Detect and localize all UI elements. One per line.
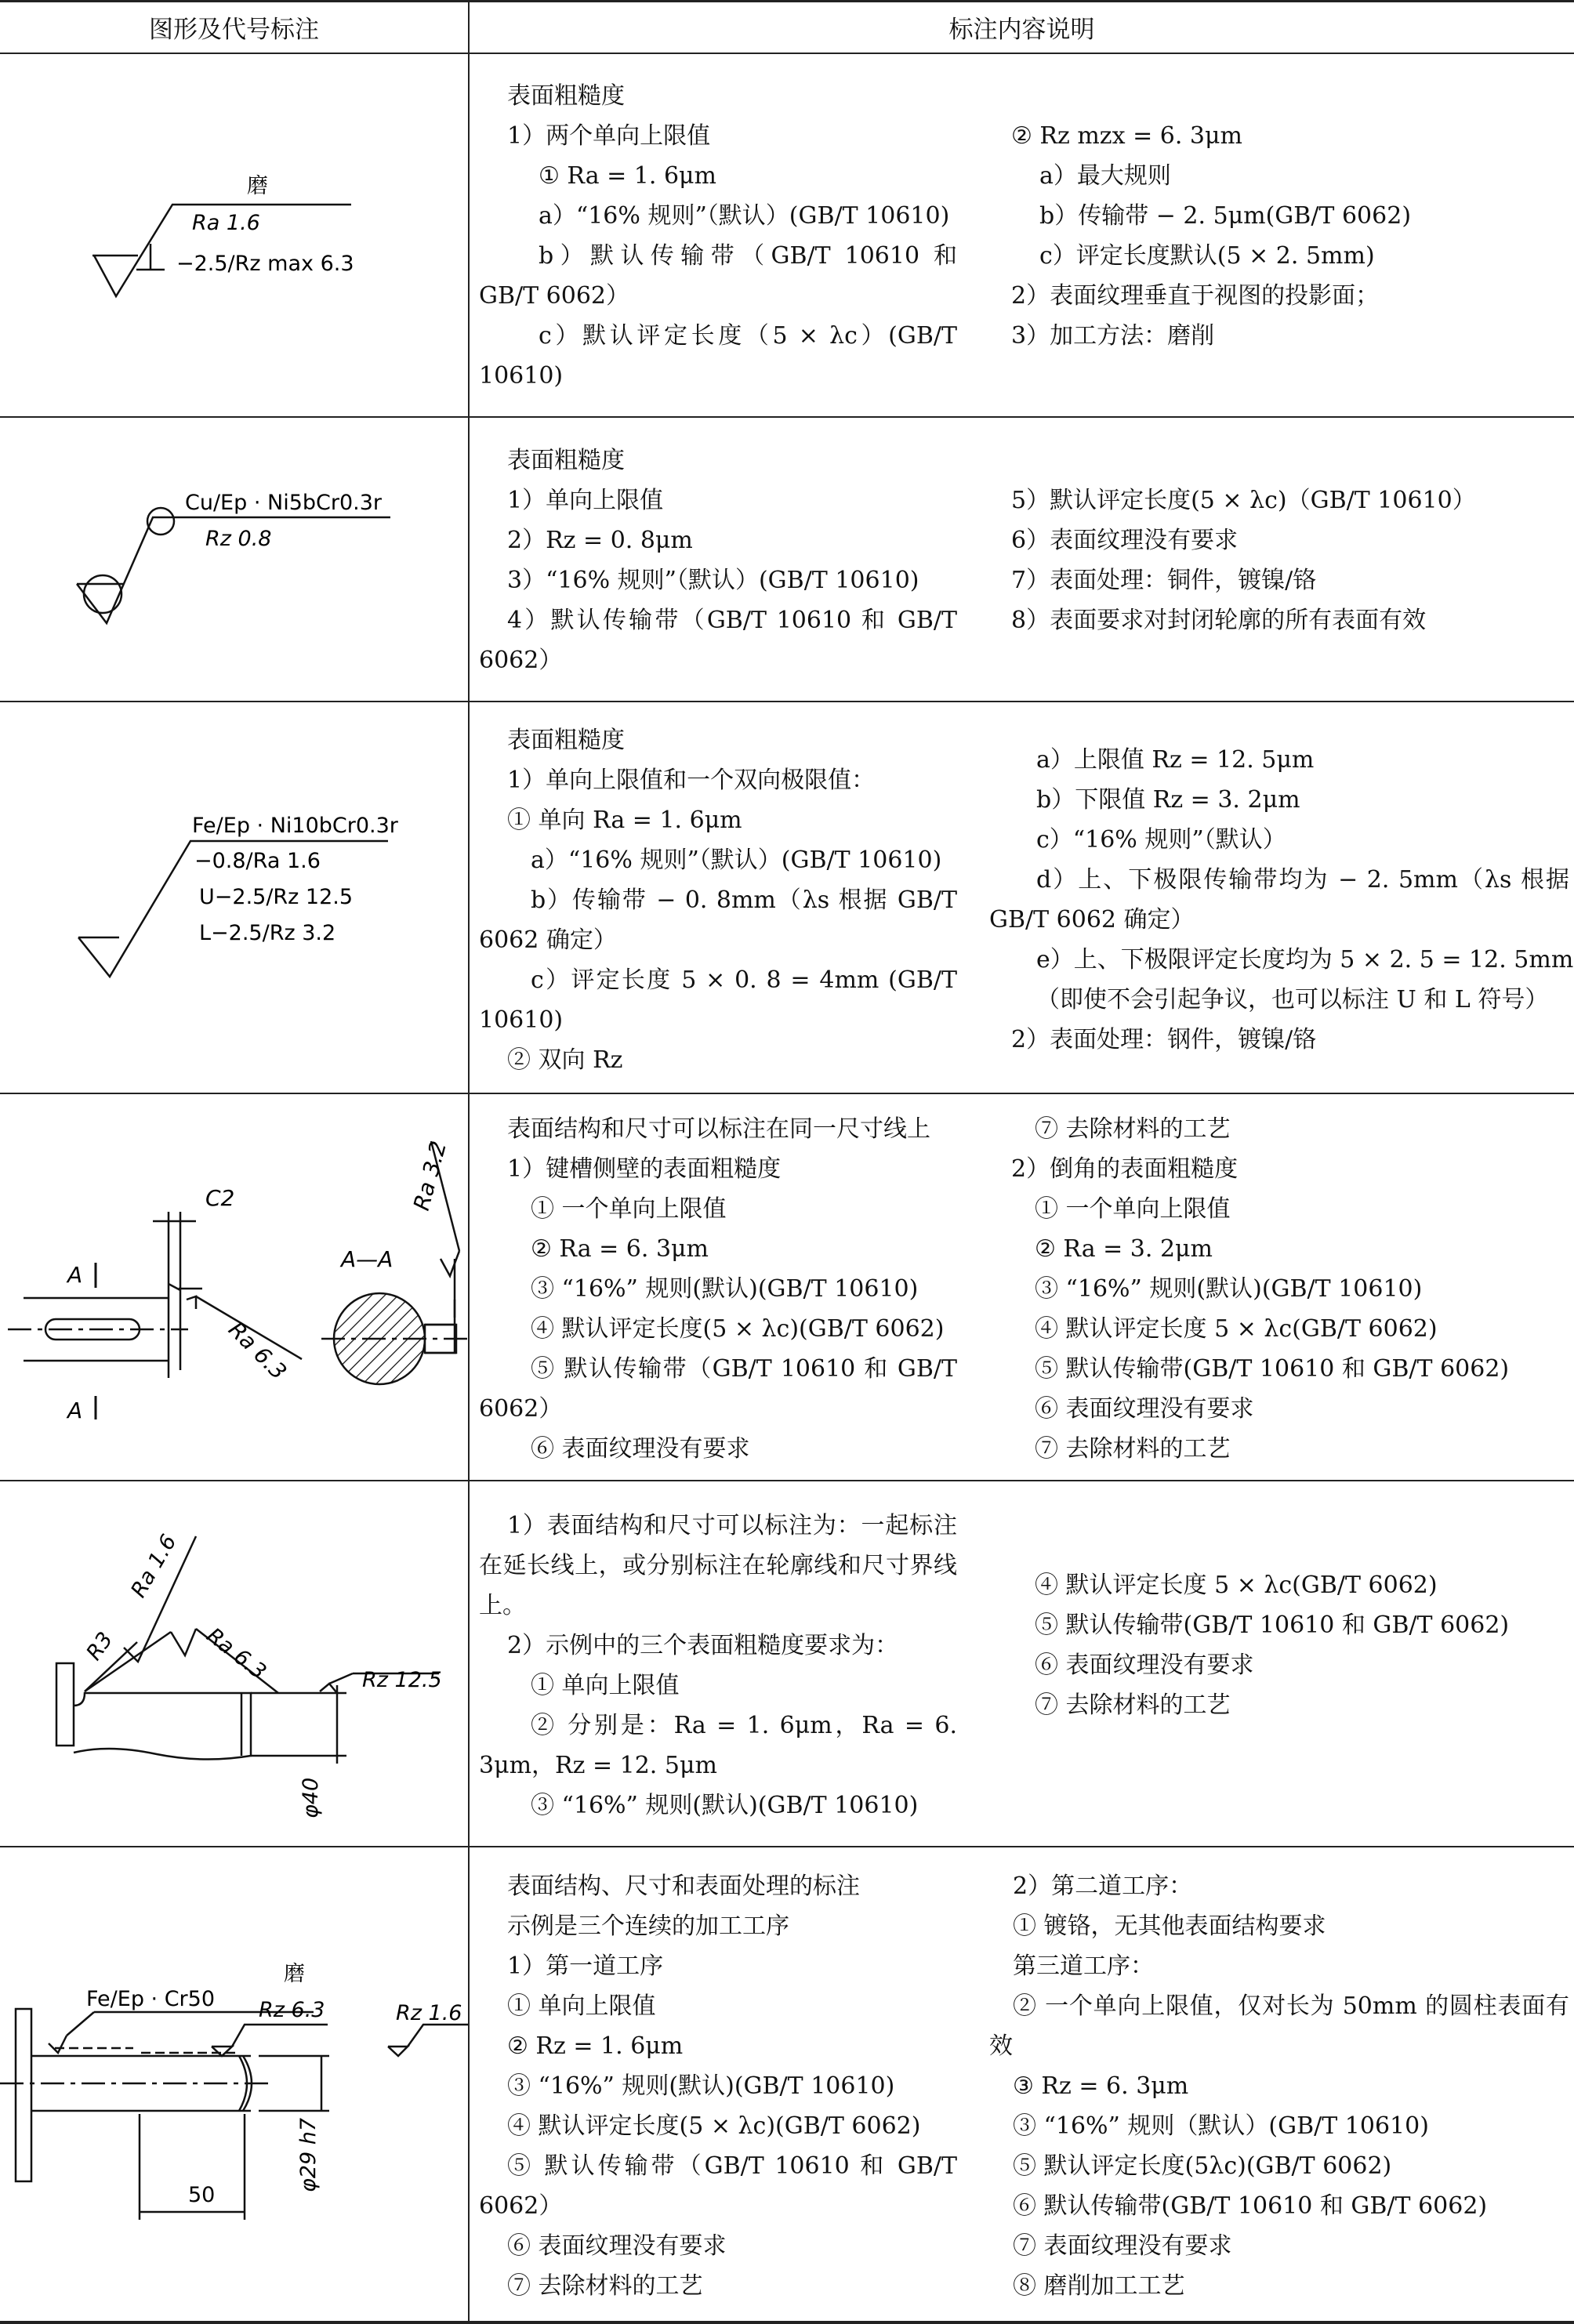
row6-length-label: 50 [188,2183,216,2207]
text-line: 1）单向上限值 [507,487,664,514]
row1-left-text [479,76,957,396]
row4-right-text [1011,1109,1560,1469]
row5-rz-label: Rz 12.5 [362,1668,442,1692]
rule [0,2321,1574,2324]
row1-figure [0,54,468,416]
row6-rz2-label: Rz 1.6 [396,2001,462,2025]
text-line: ② Ra = 3. 2μm [1035,1235,1213,1263]
row3-symbol-line2: −0.8/Ra 1.6 [194,849,321,873]
text-line: ⑦ 去除材料的工艺 [1035,1691,1231,1719]
text-line: ② 双向 Rz [507,1046,623,1074]
text-line: 表面结构和尺寸可以标注在同一尺寸线上 [507,1115,930,1143]
text-line: 2）倒角的表面粗糙度 [1011,1155,1239,1183]
text-line: e）上、下极限评定长度均为 5 × 2. 5 = 12. 5mm [1036,946,1574,973]
text-line: ⑥ 表面纹理没有要求 [1035,1651,1254,1679]
row6-figure [0,1847,468,2321]
text-line: ③ “16%” 规则(默认)(GB/T 10610) [531,1792,919,1819]
row3-symbol-line4: L−2.5/Rz 3.2 [199,921,336,945]
text-line: ③ “16%” 规则（默认）(GB/T 10610) [1013,2112,1429,2140]
text-line: ③ “16%” 规则(默认)(GB/T 10610) [531,1275,919,1303]
row6-coating-label: Fe/Ep · Cr50 [86,1987,216,2011]
text-line: ⑦ 表面纹理没有要求 [1013,2232,1232,2260]
text-line: ⑤ 默认传输带（GB/T 10610 和 GB/T 6062） [479,1355,957,1423]
text-line: ⑥ 表面纹理没有要求 [507,2232,727,2260]
text-line: ② Rz mzx = 6. 3μm [1011,122,1242,150]
text-line: ① 单向 Ra = 1. 6μm [507,807,742,834]
row3-left-text [479,720,957,1080]
row1-process-label: 磨 [247,174,268,198]
text-line: ① Ra = 1. 6μm [539,162,716,190]
text-line: b）传输带 − 2. 5μm(GB/T 6062) [1039,202,1412,230]
row3-right-text [989,740,1574,1060]
row4-section-mark-bottom: A [67,1398,83,1423]
row2-right-text [1011,480,1560,640]
text-line: 1）第一道工序 [507,1952,664,1980]
text-line: （即使不会引起争议，也可以标注 U 和 L 符号） [1036,986,1549,1013]
row4-chamfer-label: C2 [205,1185,235,1211]
row4-figure [0,1094,468,1480]
text-line: ④ 默认评定长度 5 × λc(GB/T 6062) [1035,1315,1438,1343]
row5-figure [0,1481,468,1846]
text-line: ④ 默认评定长度 5 × λc(GB/T 6062) [1035,1572,1438,1599]
text-line: ② 分别是：Ra = 1. 6μm，Ra = 6. 3μm，Rz = 12. 5μm [479,1712,957,1779]
row4-left-text [479,1109,981,1469]
header-description: 标注内容说明 [948,15,1095,44]
row1-right-text [1011,116,1560,356]
text-line: 表面粗糙度 [507,82,625,110]
row5-right-text [1011,1565,1560,1725]
row2-left-text [479,441,957,680]
row5-diameter-label: φ40 [299,1777,323,1818]
text-line: ⑥ 表面纹理没有要求 [531,1435,750,1463]
text-line: 4）默认传输带（GB/T 10610 和 GB/T 6062） [479,607,957,674]
text-line: 1）单向上限值和一个双向极限值： [507,767,876,794]
text-line: ① 一个单向上限值 [531,1195,727,1223]
text-line: ③ “16%” 规则(默认)(GB/T 10610) [507,2072,895,2100]
text-line: ⑤ 默认传输带(GB/T 10610 和 GB/T 6062) [1035,1355,1510,1383]
row1-symbol-line1: Ra 1.6 [192,211,260,235]
text-line: 表面粗糙度 [507,447,625,474]
text-line: b）传输带 − 0. 8mm（λs 根据 GB/T 6062 确定） [479,886,957,954]
text-line: ① 单向上限值 [507,1992,656,2020]
text-line: ⑤ 默认传输带(GB/T 10610 和 GB/T 6062) [1035,1612,1510,1639]
text-line: c）“16% 规则”（默认） [1036,826,1286,854]
text-line: 8）表面要求对封闭轮廓的所有表面有效 [1011,607,1427,634]
text-line: c）评定长度默认(5 × 2. 5mm) [1039,242,1375,270]
text-line: 5）默认评定长度(5 × λc)（GB/T 10610） [1011,487,1476,514]
text-line: ③ Rz = 6. 3μm [1013,2072,1189,2100]
text-line: ⑦ 去除材料的工艺 [1035,1435,1231,1463]
row5-ra2-label: Ra 6.3 [201,1623,271,1684]
text-line: ⑥ 表面纹理没有要求 [1035,1395,1254,1423]
text-line: a）“16% 规则”（默认）(GB/T 10610) [531,847,942,874]
row6-rz1-label: Rz 6.3 [259,1998,325,2022]
row5-ra1-label: Ra 1.6 [126,1530,182,1602]
text-line: ⑤ 默认评定长度(5λc)(GB/T 6062) [1013,2152,1392,2180]
row5-radius-label: R3 [82,1627,118,1666]
text-line: ⑥ 默认传输带(GB/T 10610 和 GB/T 6062) [1013,2192,1488,2220]
text-line: ⑧ 磨削加工工艺 [1013,2272,1185,2300]
text-line: ② 一个单向上限值，仅对长为 50mm 的圆柱表面有效 [989,1992,1569,2060]
text-line: ④ 默认评定长度(5 × λc)(GB/T 6062) [507,2112,921,2140]
text-line: ③ “16%” 规则(默认)(GB/T 10610) [1035,1275,1423,1303]
row2-symbol-line2: Rz 0.8 [205,527,272,551]
text-line: 3）“16% 规则”（默认）(GB/T 10610) [507,567,919,594]
text-line: 表面粗糙度 [507,727,625,754]
header-figure: 图形及代号标注 [149,15,319,44]
row1-symbol-line2: −2.5/Rz max 6.3 [176,252,354,276]
text-line: 2）第二道工序： [1013,1873,1193,1900]
text-line: 7）表面处理：铜件，镀镍/铬 [1011,567,1317,594]
text-line: 表面结构、尺寸和表面处理的标注 [507,1873,860,1900]
text-line: 6）表面纹理没有要求 [1011,527,1239,554]
text-line: 示例是三个连续的加工工序 [507,1912,789,1940]
text-line: 1）键槽侧壁的表面粗糙度 [507,1155,782,1183]
text-line: a）上限值 Rz = 12. 5μm [1036,746,1315,774]
text-line: ⑦ 去除材料的工艺 [507,2272,703,2300]
text-line: ② Rz = 1. 6μm [507,2032,684,2060]
row3-symbol-line1: Fe/Ep · Ni10bCr0.3r [192,814,398,838]
text-line: 1）两个单向上限值 [507,122,711,150]
row4-section-mark-top: A [67,1262,83,1288]
row6-right-text [989,1866,1569,2306]
text-line: ② Ra = 6. 3μm [531,1235,709,1263]
text-line: d）上、下极限传输带均为 − 2. 5mm（λs 根据 GB/T 6062 确定） [989,866,1569,934]
text-line: 1）表面结构和尺寸可以标注为：一起标注在延长线上，或分别标注在轮廓线和尺寸界线上。 [479,1512,957,1619]
text-line: 3）加工方法：磨削 [1011,322,1215,350]
text-line: ⑤ 默认传输带（GB/T 10610 和 GB/T 6062） [479,2152,957,2220]
row6-left-text [479,1866,957,2306]
row2-symbol-line1: Cu/Ep · Ni5bCr0.3r [185,491,383,515]
row4-ra-side-label: Ra 6.3 [223,1316,292,1385]
text-line: 第三道工序： [1013,1952,1154,1980]
text-line: 2）表面纹理垂直于视图的投影面； [1011,282,1380,310]
text-line: c）评定长度 5 × 0. 8 = 4mm (GB/T 10610) [479,966,957,1034]
row3-symbol-line3: U−2.5/Rz 12.5 [199,885,354,909]
text-line: b）默认传输带（GB/T 10610 和 GB/T 6062） [479,242,957,310]
row6-diameter-label: φ29 h7 [296,2117,321,2192]
text-line: b）下限值 Rz = 3. 2μm [1036,786,1300,814]
text-line: a）最大规则 [1039,162,1171,190]
text-line: ④ 默认评定长度(5 × λc)(GB/T 6062) [531,1315,945,1343]
row6-process-label: 磨 [284,1962,305,1986]
text-line: ① 单向上限值 [531,1672,680,1699]
row2-figure [0,418,468,701]
text-line: 2）表面处理：钢件，镀镍/铬 [1011,1026,1317,1053]
text-line: c）默认评定长度（5 × λc）(GB/T 10610) [479,322,957,390]
row5-left-text [479,1506,957,1825]
text-line: ① 一个单向上限值 [1035,1195,1231,1223]
text-line: 2）Rz = 0. 8μm [507,527,693,554]
text-line: 2）示例中的三个表面粗糙度要求为： [507,1632,899,1659]
column-divider [468,0,470,2324]
text-line: a）“16% 规则”（默认）(GB/T 10610) [539,202,950,230]
row4-section-title: A—A [341,1246,394,1272]
text-line: ⑦ 去除材料的工艺 [1035,1115,1231,1143]
row4-ra-chamfer-label: Ra 3.2 [408,1138,452,1213]
row3-figure [0,702,468,1093]
text-line: ① 镀铬，无其他表面结构要求 [1013,1912,1326,1940]
